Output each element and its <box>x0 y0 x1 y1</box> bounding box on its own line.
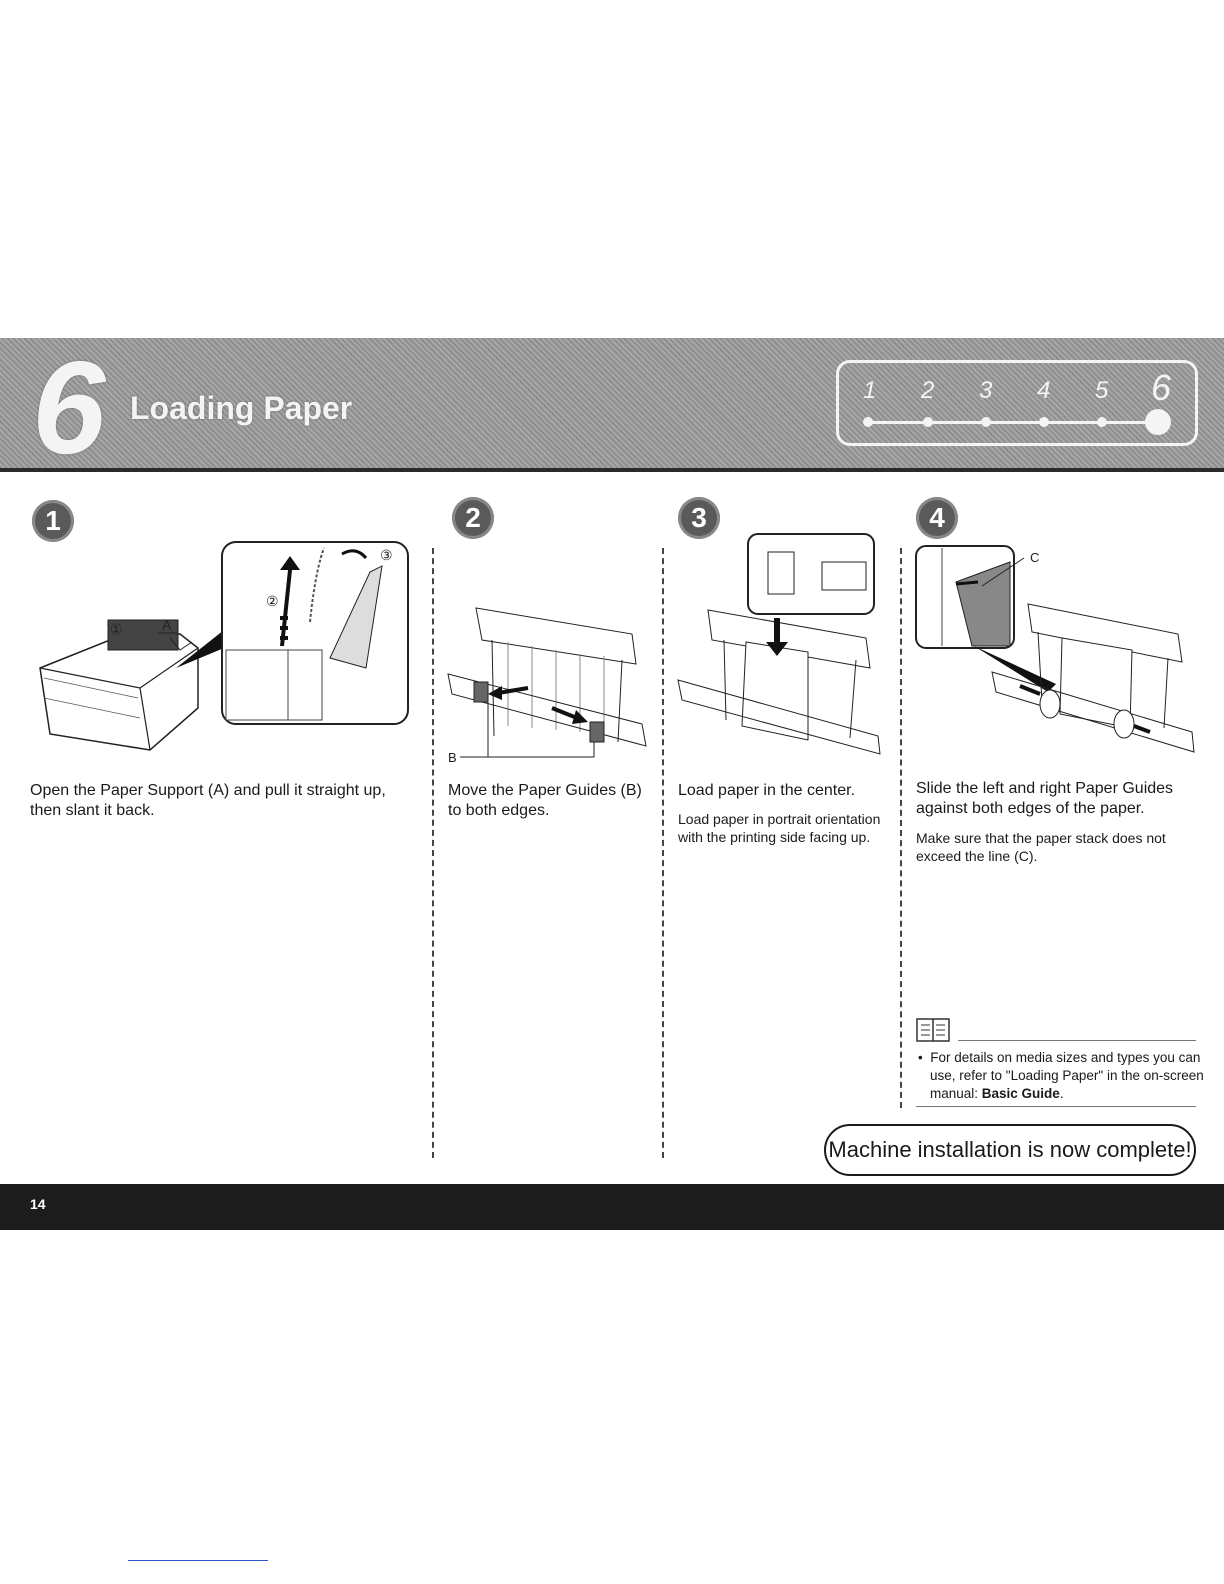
note-manual-name: Basic Guide <box>981 1086 1060 1101</box>
column-divider <box>432 548 434 1158</box>
page-number: 14 <box>30 1196 46 1212</box>
label-circle-1: ① <box>110 621 123 637</box>
page-footer <box>0 1184 1224 1230</box>
section-banner <box>0 334 1224 481</box>
note-text <box>916 1049 1210 1103</box>
progress-dot <box>1039 417 1049 427</box>
column-divider <box>662 548 664 1158</box>
step-1-badge: 1 <box>32 500 74 542</box>
progress-dot <box>1097 417 1107 427</box>
column-divider <box>900 548 902 1108</box>
progress-dot <box>923 417 933 427</box>
progress-step-4: 4 <box>1037 377 1051 404</box>
step-3-text: Load paper in the center. <box>678 782 856 799</box>
progress-step-6: 6 <box>1151 367 1172 408</box>
label-circle-2: ② <box>266 593 279 609</box>
completion-message: Machine installation is now complete! <box>824 1124 1196 1176</box>
progress-step-5: 5 <box>1095 377 1109 404</box>
step-4-text: Slide the left and right Paper Guides against both edges of the paper. <box>916 780 1174 817</box>
step-3-badge: 3 <box>678 497 720 539</box>
link-underline <box>128 1560 268 1561</box>
label-B: B <box>448 750 457 764</box>
step-1-illustration <box>30 538 416 756</box>
step-2-badge: 2 <box>452 497 494 539</box>
progress-step-3: 3 <box>979 377 993 404</box>
manual-book-icon <box>916 1018 950 1042</box>
step-1-text: Open the Paper Support (A) and pull it straight up, then slant it back. <box>30 782 386 819</box>
section-title: Loading Paper <box>130 390 353 426</box>
note-rule-top <box>958 1040 1196 1041</box>
progress-step-1: 1 <box>863 377 877 404</box>
progress-indicator <box>836 360 1198 446</box>
note-rule-bottom <box>916 1106 1196 1107</box>
section-number: 6 <box>32 334 106 481</box>
label-circle-3: ③ <box>380 547 393 563</box>
step-4-illustration <box>912 542 1196 768</box>
progress-dot <box>863 417 873 427</box>
note-body: For details on media sizes and types you can use, refer to "Loading Paper" in the on-screen manual: <box>930 1050 1204 1101</box>
step-3-subtext: Load paper in portrait orientation with the printing side facing up. <box>678 811 881 845</box>
progress-dot-current <box>1145 409 1171 435</box>
progress-dot <box>981 417 991 427</box>
label-C: C <box>1030 550 1040 565</box>
step-2-illustration <box>442 596 654 764</box>
progress-track <box>867 421 1159 424</box>
step-3-illustration <box>672 530 894 760</box>
step-4-badge: 4 <box>916 497 958 539</box>
progress-step-2: 2 <box>921 377 935 404</box>
label-A: A <box>162 617 172 633</box>
step-4-subtext: Make sure that the paper stack does not exceed the line (C). <box>916 830 1166 864</box>
note-end: . <box>1059 1086 1064 1101</box>
step-2-text: Move the Paper Guides (B) to both edges. <box>448 782 642 819</box>
note-bullet: • <box>918 1050 923 1065</box>
